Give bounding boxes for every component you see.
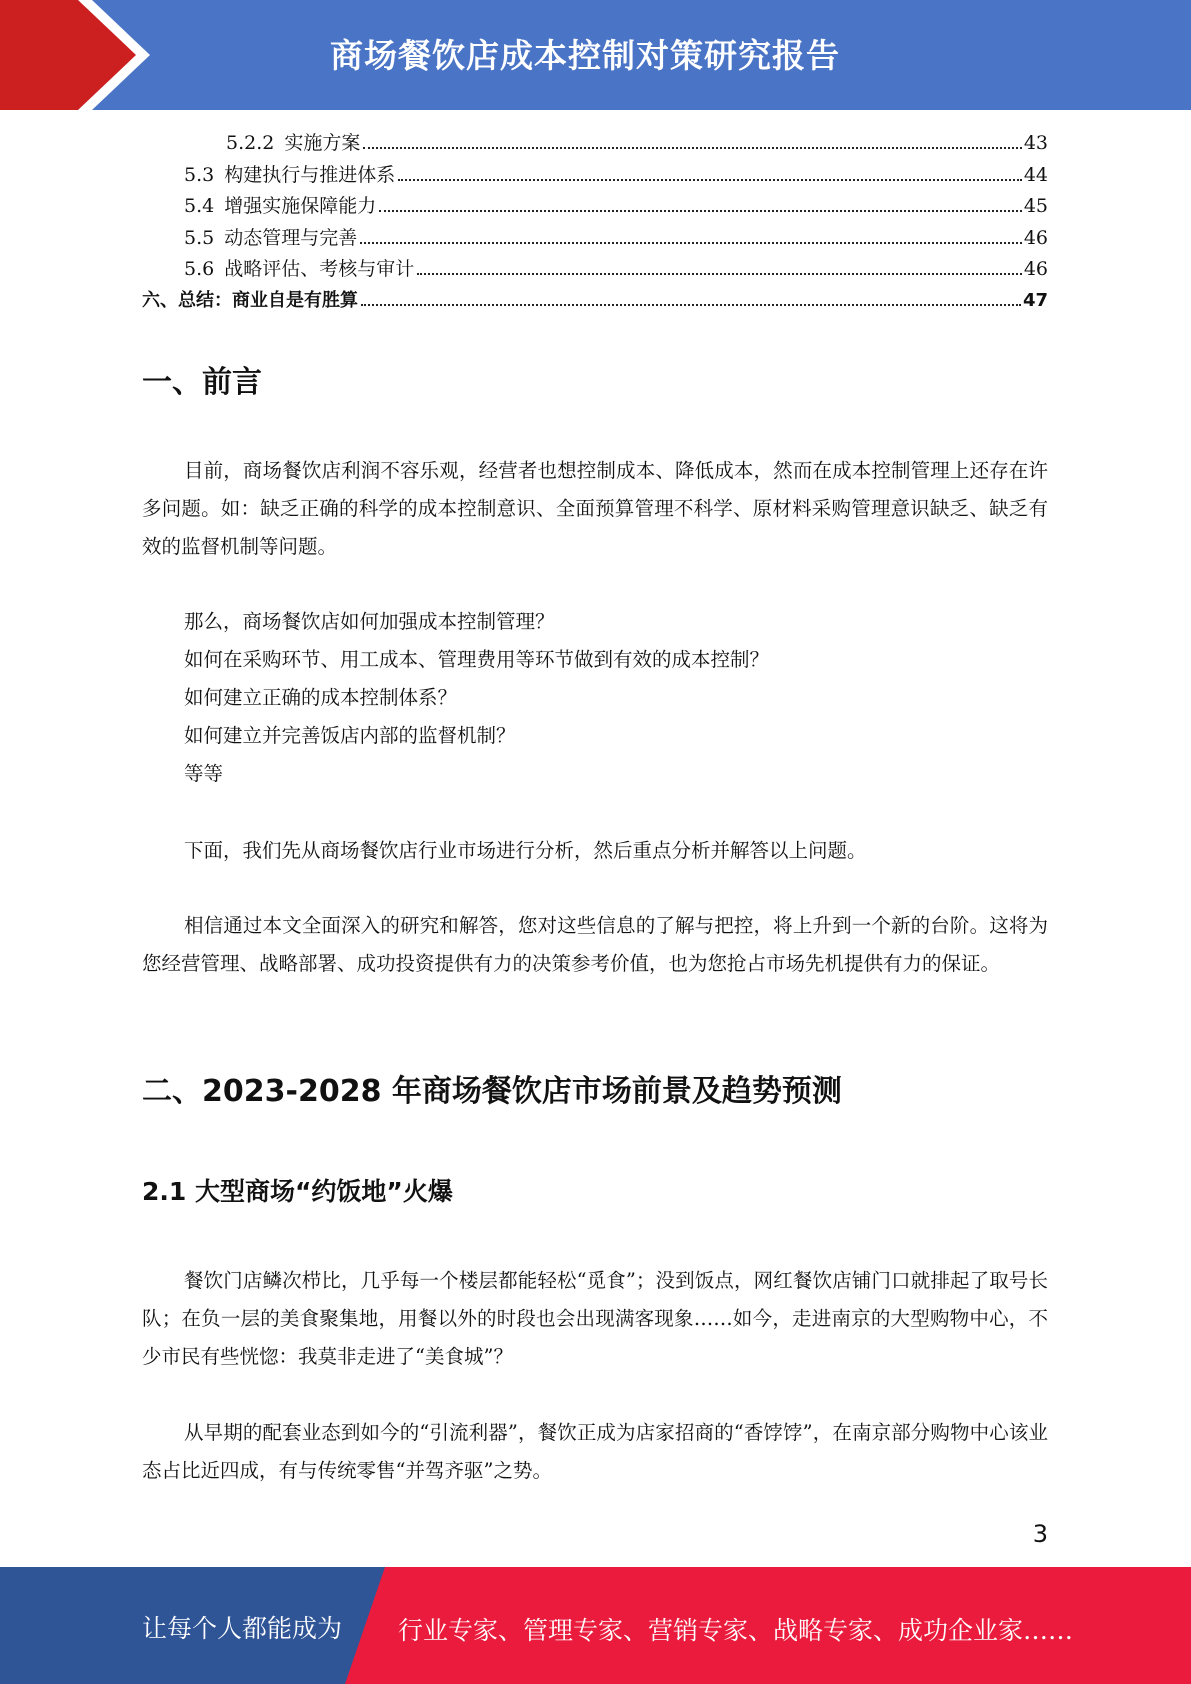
- section-heading: 二、2023-2028 年商场餐饮店市场前景及趋势预测: [142, 1074, 842, 1109]
- toc-title: 构建执行与推进体系: [224, 163, 396, 186]
- toc-page: 43: [1023, 132, 1048, 154]
- toc-page: 46: [1023, 258, 1048, 280]
- question-item: 如何在采购环节、用工成本、管理费用等环节做到有效的成本控制？: [184, 648, 770, 671]
- question-item: 如何建立正确的成本控制体系？: [184, 686, 458, 709]
- header-banner: [0, 0, 1191, 110]
- toc-number: 5.3: [184, 163, 215, 186]
- paragraph: 从早期的配套业态到如今的“引流利器”，餐饮正成为店家招商的“香饽饽”，在南京部分购物中心该业态占比近四成，有与传统零售“并驾齐驱”之势。: [142, 1421, 1048, 1482]
- toc-leader: [361, 304, 1021, 306]
- toc-leader: [360, 242, 1022, 244]
- question-item: 等等: [184, 762, 224, 785]
- toc-entry[interactable]: [142, 223, 1048, 255]
- footer-banner: [0, 1567, 1191, 1684]
- toc-page: 46: [1023, 226, 1048, 249]
- toc-leader: [379, 210, 1022, 212]
- toc-title: 实施方案: [284, 132, 361, 154]
- toc-number: 5.5: [184, 226, 215, 249]
- toc-entry[interactable]: [142, 191, 1048, 223]
- toc-leader: [363, 147, 1021, 149]
- table-of-contents: [142, 128, 1048, 317]
- toc-page: 44: [1023, 163, 1048, 186]
- paragraph: 相信通过本文全面深入的研究和解答，您对这些信息的了解与把控，将上升到一个新的台阶。这将为您经营管理、战略部署、成功投资提供有力的决策参考价值，也为您抢占市场先机提供有力的保证。: [142, 914, 1048, 975]
- question-item: 那么，商场餐饮店如何加强成本控制管理？: [184, 610, 555, 633]
- toc-entry[interactable]: [142, 160, 1048, 192]
- footer-slogan-right: 行业专家、管理专家、营销专家、战略专家、成功企业家……: [398, 1616, 1074, 1645]
- toc-title: 动态管理与完善: [224, 226, 358, 249]
- question-item: 如何建立并完善饭店内部的监督机制？: [184, 724, 516, 747]
- toc-page: 47: [1022, 289, 1048, 311]
- footer-slogan-left: 让每个人都能成为: [142, 1614, 343, 1643]
- toc-title: 六、总结：商业自是有胜算: [142, 289, 358, 311]
- page-number: 3: [1032, 1520, 1048, 1548]
- toc-entry[interactable]: [142, 254, 1048, 286]
- toc-leader: [398, 179, 1022, 181]
- toc-page: 45: [1023, 195, 1048, 217]
- toc-title: 战略评估、考核与审计: [224, 258, 415, 280]
- toc-entry[interactable]: [142, 286, 1048, 318]
- section-heading: 一、前言: [142, 365, 262, 400]
- toc-number: 5.2.2: [226, 132, 275, 154]
- toc-number: 5.6: [184, 258, 215, 280]
- header-arrow-icon: [0, 0, 136, 110]
- paragraph: 餐饮门店鳞次栉比，几乎每一个楼层都能轻松“觅食”；没到饭点，网红餐饮店铺门口就排起了取号长队；在负一层的美食聚集地，用餐以外的时段也会出现满客现象……如今，走进南京的大型购物中心，不少市民有些恍惚：我莫非走进了“美食城”？: [142, 1269, 1048, 1368]
- report-title: 商场餐饮店成本控制对策研究报告: [330, 36, 840, 75]
- toc-entry[interactable]: [142, 128, 1048, 160]
- toc-title: 增强实施保障能力: [224, 195, 377, 217]
- toc-leader: [417, 273, 1022, 275]
- paragraph: 下面，我们先从商场餐饮店行业市场进行分析，然后重点分析并解答以上问题。: [184, 839, 867, 862]
- question-list: [184, 603, 1044, 793]
- toc-number: 5.4: [184, 195, 215, 217]
- subsection-heading: 2.1 大型商场“约饭地”火爆: [142, 1177, 453, 1206]
- paragraph: 目前，商场餐饮店利润不容乐观，经营者也想控制成本、降低成本，然而在成本控制管理上还存在许多问题。如：缺乏正确的科学的成本控制意识、全面预算管理不科学、原材料采购管理意识缺乏、缺乏有效的监督机制等问题。: [142, 459, 1048, 558]
